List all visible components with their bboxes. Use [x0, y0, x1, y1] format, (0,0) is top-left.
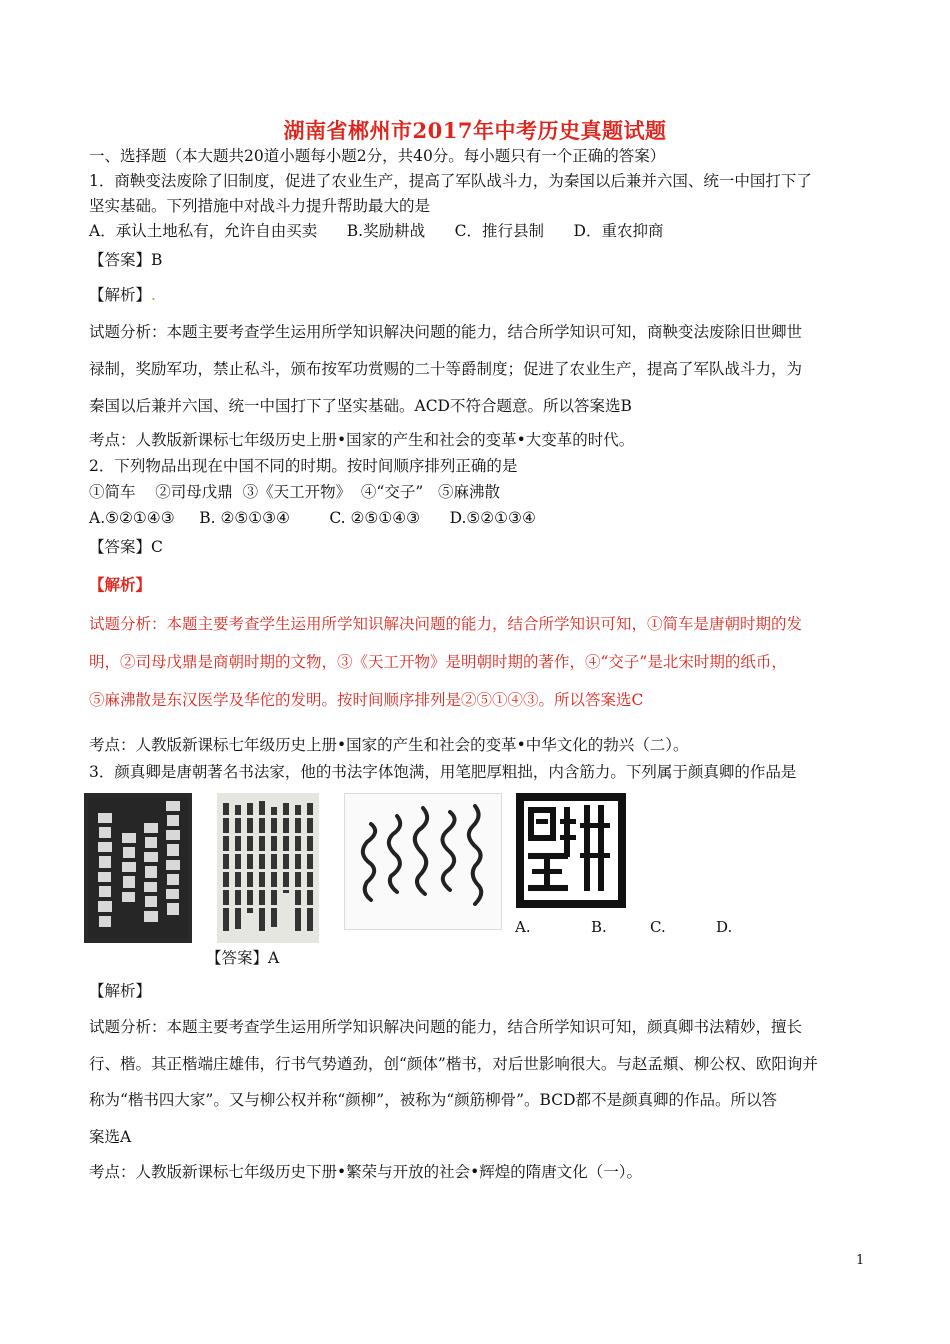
q3-analysis-label: 【解析】 — [89, 982, 152, 1000]
option-a-calligraphy-image — [84, 793, 192, 943]
q1-answer: 【答案】B — [89, 251, 163, 269]
q1-options: A．承认土地私有，允许自由买卖 B.奖励耕战 C．推行县制 D．重农抑商 — [89, 222, 664, 240]
section-heading: 一、选择题（本大题共20道小题每小题2分，共40分。每小题只有一个正确的答案） — [89, 147, 666, 165]
q3-answer: 【答案】A — [206, 949, 280, 967]
q2-answer: 【答案】C — [89, 538, 163, 556]
q2-analysis-line-1: 试题分析：本题主要考查学生运用所学知识解决问题的能力，结合所学知识可知，①简车是唐朝时期的发 — [89, 615, 803, 633]
q1-stem-line-1: 1．商鞅变法废除了旧制度，促进了农业生产，提高了军队战斗力，为秦国以后兼并六国、统一中国打下了 — [89, 172, 812, 190]
q3-option-label-c: C. — [650, 918, 666, 936]
q2-analysis-label: 【解析】 — [89, 575, 152, 594]
q2-stem: 2．下列物品出现在中国不同的时期。按时间顺序排列正确的是 — [89, 457, 518, 475]
q1-analysis-line-1: 试题分析：本题主要考查学生运用所学知识解决问题的能力，结合所学知识可知，商鞅变法废除旧世卿世 — [89, 323, 803, 341]
option-b-regular-script — [217, 793, 319, 943]
q3-analysis-line-1: 试题分析：本题主要考查学生运用所学知识解决问题的能力，结合所学知识可知，颜真卿书法精妙，擅长 — [89, 1018, 803, 1036]
q3-option-label-b: B. — [591, 918, 607, 936]
page-title: 湖南省郴州市2017年中考历史真题试题 — [283, 118, 667, 143]
q2-analysis-line-2: 明，②司母戊鼎是商朝时期的文物，③《天工开物》是明朝时期的著作，④“交子”是北宋时期的纸币， — [89, 653, 787, 671]
q3-analysis-line-4: 案选A — [89, 1128, 132, 1146]
option-b-calligraphy-image — [217, 793, 319, 943]
option-a-stele-rubbing — [84, 793, 192, 943]
q2-items: ①简车 ②司母戊鼎 ③《天工开物》 ④“交子” ⑤麻沸散 — [89, 483, 501, 501]
q3-analysis-line-2: 行、楷。其正楷端庄雄伟，行书气势遒劲，创“颜体”楷书，对后世影响很大。与赵孟頫、柳公权、欧阳询并 — [89, 1055, 818, 1073]
option-d-seal-image — [516, 793, 626, 908]
q2-analysis-line-3: ⑤麻沸散是东汉医学及华佗的发明。按时间顺序排列是②⑤①④③。所以答案选C — [89, 691, 644, 709]
q1-analysis-dot: . — [151, 286, 156, 304]
q3-option-label-a: A. — [515, 918, 531, 936]
q1-analysis-line-3: 秦国以后兼并六国、统一中国打下了坚实基础。ACD不符合题意。所以答案选B — [89, 397, 632, 415]
q1-analysis-label-text: 【解析】 — [89, 286, 152, 304]
q1-stem-line-2: 坚实基础。下列措施中对战斗力提升帮助最大的是 — [89, 197, 431, 215]
option-d-seal-carving — [516, 793, 626, 908]
q3-option-label-d: D. — [716, 918, 733, 936]
q1-analysis-line-2: 禄制，奖励军功，禁止私斗，颁布按军功赏赐的二十等爵制度；促进了农业生产，提高了军队战斗力，为 — [89, 360, 803, 378]
q2-options: A.⑤②①④③ B. ②⑤①③④ C. ②⑤①④③ D.⑤②①③④ — [89, 509, 536, 527]
option-c-cursive-script — [345, 794, 501, 929]
q1-analysis-label — [89, 285, 156, 305]
q3-option-images — [84, 793, 544, 943]
q1-knowledge-point: 考点：人教版新课标七年级历史上册•国家的产生和社会的变革•大变革的时代。 — [89, 431, 635, 449]
q3-knowledge-point: 考点：人教版新课标七年级历史下册•繁荣与开放的社会•辉煌的隋唐文化（一）。 — [89, 1163, 643, 1181]
page-number: 1 — [856, 1253, 865, 1268]
option-c-calligraphy-image — [344, 793, 502, 930]
q2-knowledge-point: 考点：人教版新课标七年级历史上册•国家的产生和社会的变革•中华文化的勃兴（二）。 — [89, 736, 689, 754]
q3-stem: 3．颜真卿是唐朝著名书法家，他的书法字体饱满，用笔肥厚粗拙，内含筋力。下列属于颜真卿的作品是 — [89, 763, 797, 781]
q3-analysis-line-3: 称为“楷书四大家”。又与柳公权并称“颜柳”，被称为“颜筋柳骨”。BCD都不是颜真卿的作品。所以答 — [89, 1091, 778, 1109]
